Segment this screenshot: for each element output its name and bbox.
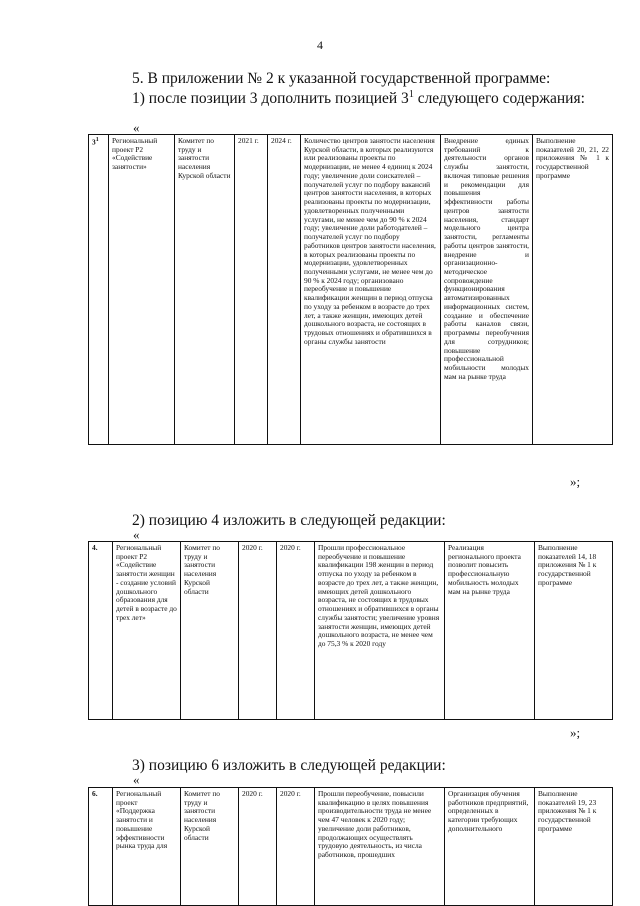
close-quote-2: »; (570, 725, 581, 740)
position-number: $3^1$ (89, 135, 109, 445)
page-number: 4 (317, 38, 323, 52)
end-year-cell: 2020 г. (277, 542, 315, 720)
executor-cell: Комитет по труду и занятости населения Курской области (175, 135, 235, 445)
item-1-text-before: 1) после позиции 3 дополнить позицией 3 (132, 90, 409, 108)
project-cell: Региональный проект «Поддержка занятости и повышение эффективности рынка труда для (113, 788, 181, 906)
project-cell: Региональный проект Р2 «Содействие занятости женщин - создание условий дошкольного образования для детей в возрасте до трех лет» (113, 542, 181, 720)
table-row (89, 788, 613, 906)
start-year-cell: 2021 г. (235, 135, 268, 445)
executor-cell: Комитет по труду и занятости населения Курской области (181, 542, 239, 720)
item-1-text-after: следующего содержания: (413, 90, 585, 108)
start-year-cell: 2020 г. (239, 788, 277, 906)
table-position-3-1 (88, 134, 613, 445)
open-quote-3: « (133, 772, 140, 787)
table-row (89, 542, 613, 720)
end-year-cell: 2020 г. (277, 788, 315, 906)
item-2-heading: 2) позицию 4 изложить в следующей редакции: (132, 512, 446, 529)
item-1-heading (132, 89, 585, 108)
table-position-6 (88, 787, 613, 906)
start-year-cell: 2020 г. (239, 542, 277, 720)
table-row (89, 135, 613, 445)
position-number: 4. (89, 542, 113, 720)
item-3-heading: 3) позицию 6 изложить в следующей редакции: (132, 757, 446, 774)
item-1-sup: 1 (408, 89, 414, 100)
position-number-sup: 1 (95, 137, 99, 143)
open-quote-1: « (133, 120, 140, 135)
project-cell: Региональный проект Р2 «Содействие занятости» (109, 135, 175, 445)
result-cell: Количество центров занятости населения Курской области, в которых реализуются или реализованы проекты по модернизации, не менее 4 единиц к 2024 году; увеличение доли соискателей – получателей услуг по подбору вакансий центров занятости населения, в которых реализованы проекты по модернизации, удовлетворенных полученными услугами, не менее чем до 90 % к 2024 году; увеличение доли работодателей – получателей услуг по подбору работников центров занятости населения, в которых реализованы проекты по модернизации, удовлетворенных полученными услугами, не менее чем до 90 % к 2024 году; организовано переобучение и повышение квалификации женщин в период отпуска по уходу за ребенком в возрасте до трех лет, а также женщин, имеющих детей дошкольного возраста, не состоящих в трудовых отношениях и обратившихся в органы службы занятости (301, 135, 441, 445)
section-heading: 5. В приложении № 2 к указанной государственной программе: (132, 70, 551, 87)
indicators-cell: Выполнение показателей 14, 18 приложения № 1 к государственной программе (535, 542, 613, 720)
executor-cell: Комитет по труду и занятости населения Курской области (181, 788, 239, 906)
table-position-4 (88, 541, 613, 720)
result-cell: Прошли переобучение, повысили квалификацию в целях повышения производительности труда не менее чем 47 человек к 2020 году; увеличение доли работников, продолжающих осуществлять трудовую деятельность, из числа работников, прошедших (315, 788, 445, 906)
result-cell: Прошли профессиональное переобучение и повышение квалификации 198 женщин в период отпуска по уходу за ребенком в возрасте до трех лет, а также женщин, имеющих детей дошкольного возраста, не состоящих в трудовых отношениях и обратившихся в органы службы занятости; увеличение уровня занятости женщин, имеющих детей дошкольного возраста, не менее чем до 75,3 % к 2020 году (315, 542, 445, 720)
close-quote-1: »; (570, 474, 581, 489)
activities-cell: Организация обучения работников предприятий, определенных в категории требующих дополнительного (445, 788, 535, 906)
activities-cell: Внедрение единых требований к деятельности органов службы занятости, включая типовые решения и рекомендации для повышения эффективности работы центров занятости населения, стандарт модельного центра занятости, регламенты работы центров занятости, внедрение и организационно-методическое сопровождение функционирования автоматизированных информационных систем, создание и обеспечение работы каналов связи, программы переобучения для сотрудников; повышение профессиональной мобильности молодых мам на рынке труда (441, 135, 533, 445)
position-number: 6. (89, 788, 113, 906)
indicators-cell: Выполнение показателей 20, 21, 22 приложения № 1 к государственной программе (533, 135, 613, 445)
open-quote-2: « (133, 527, 140, 542)
indicators-cell: Выполнение показателей 19, 23 приложения № 1 к государственной программе (535, 788, 613, 906)
activities-cell: Реализация регионального проекта позволит повысить профессиональную мобильность молодых мам на рынке труда (445, 542, 535, 720)
end-year-cell: 2024 г. (268, 135, 301, 445)
